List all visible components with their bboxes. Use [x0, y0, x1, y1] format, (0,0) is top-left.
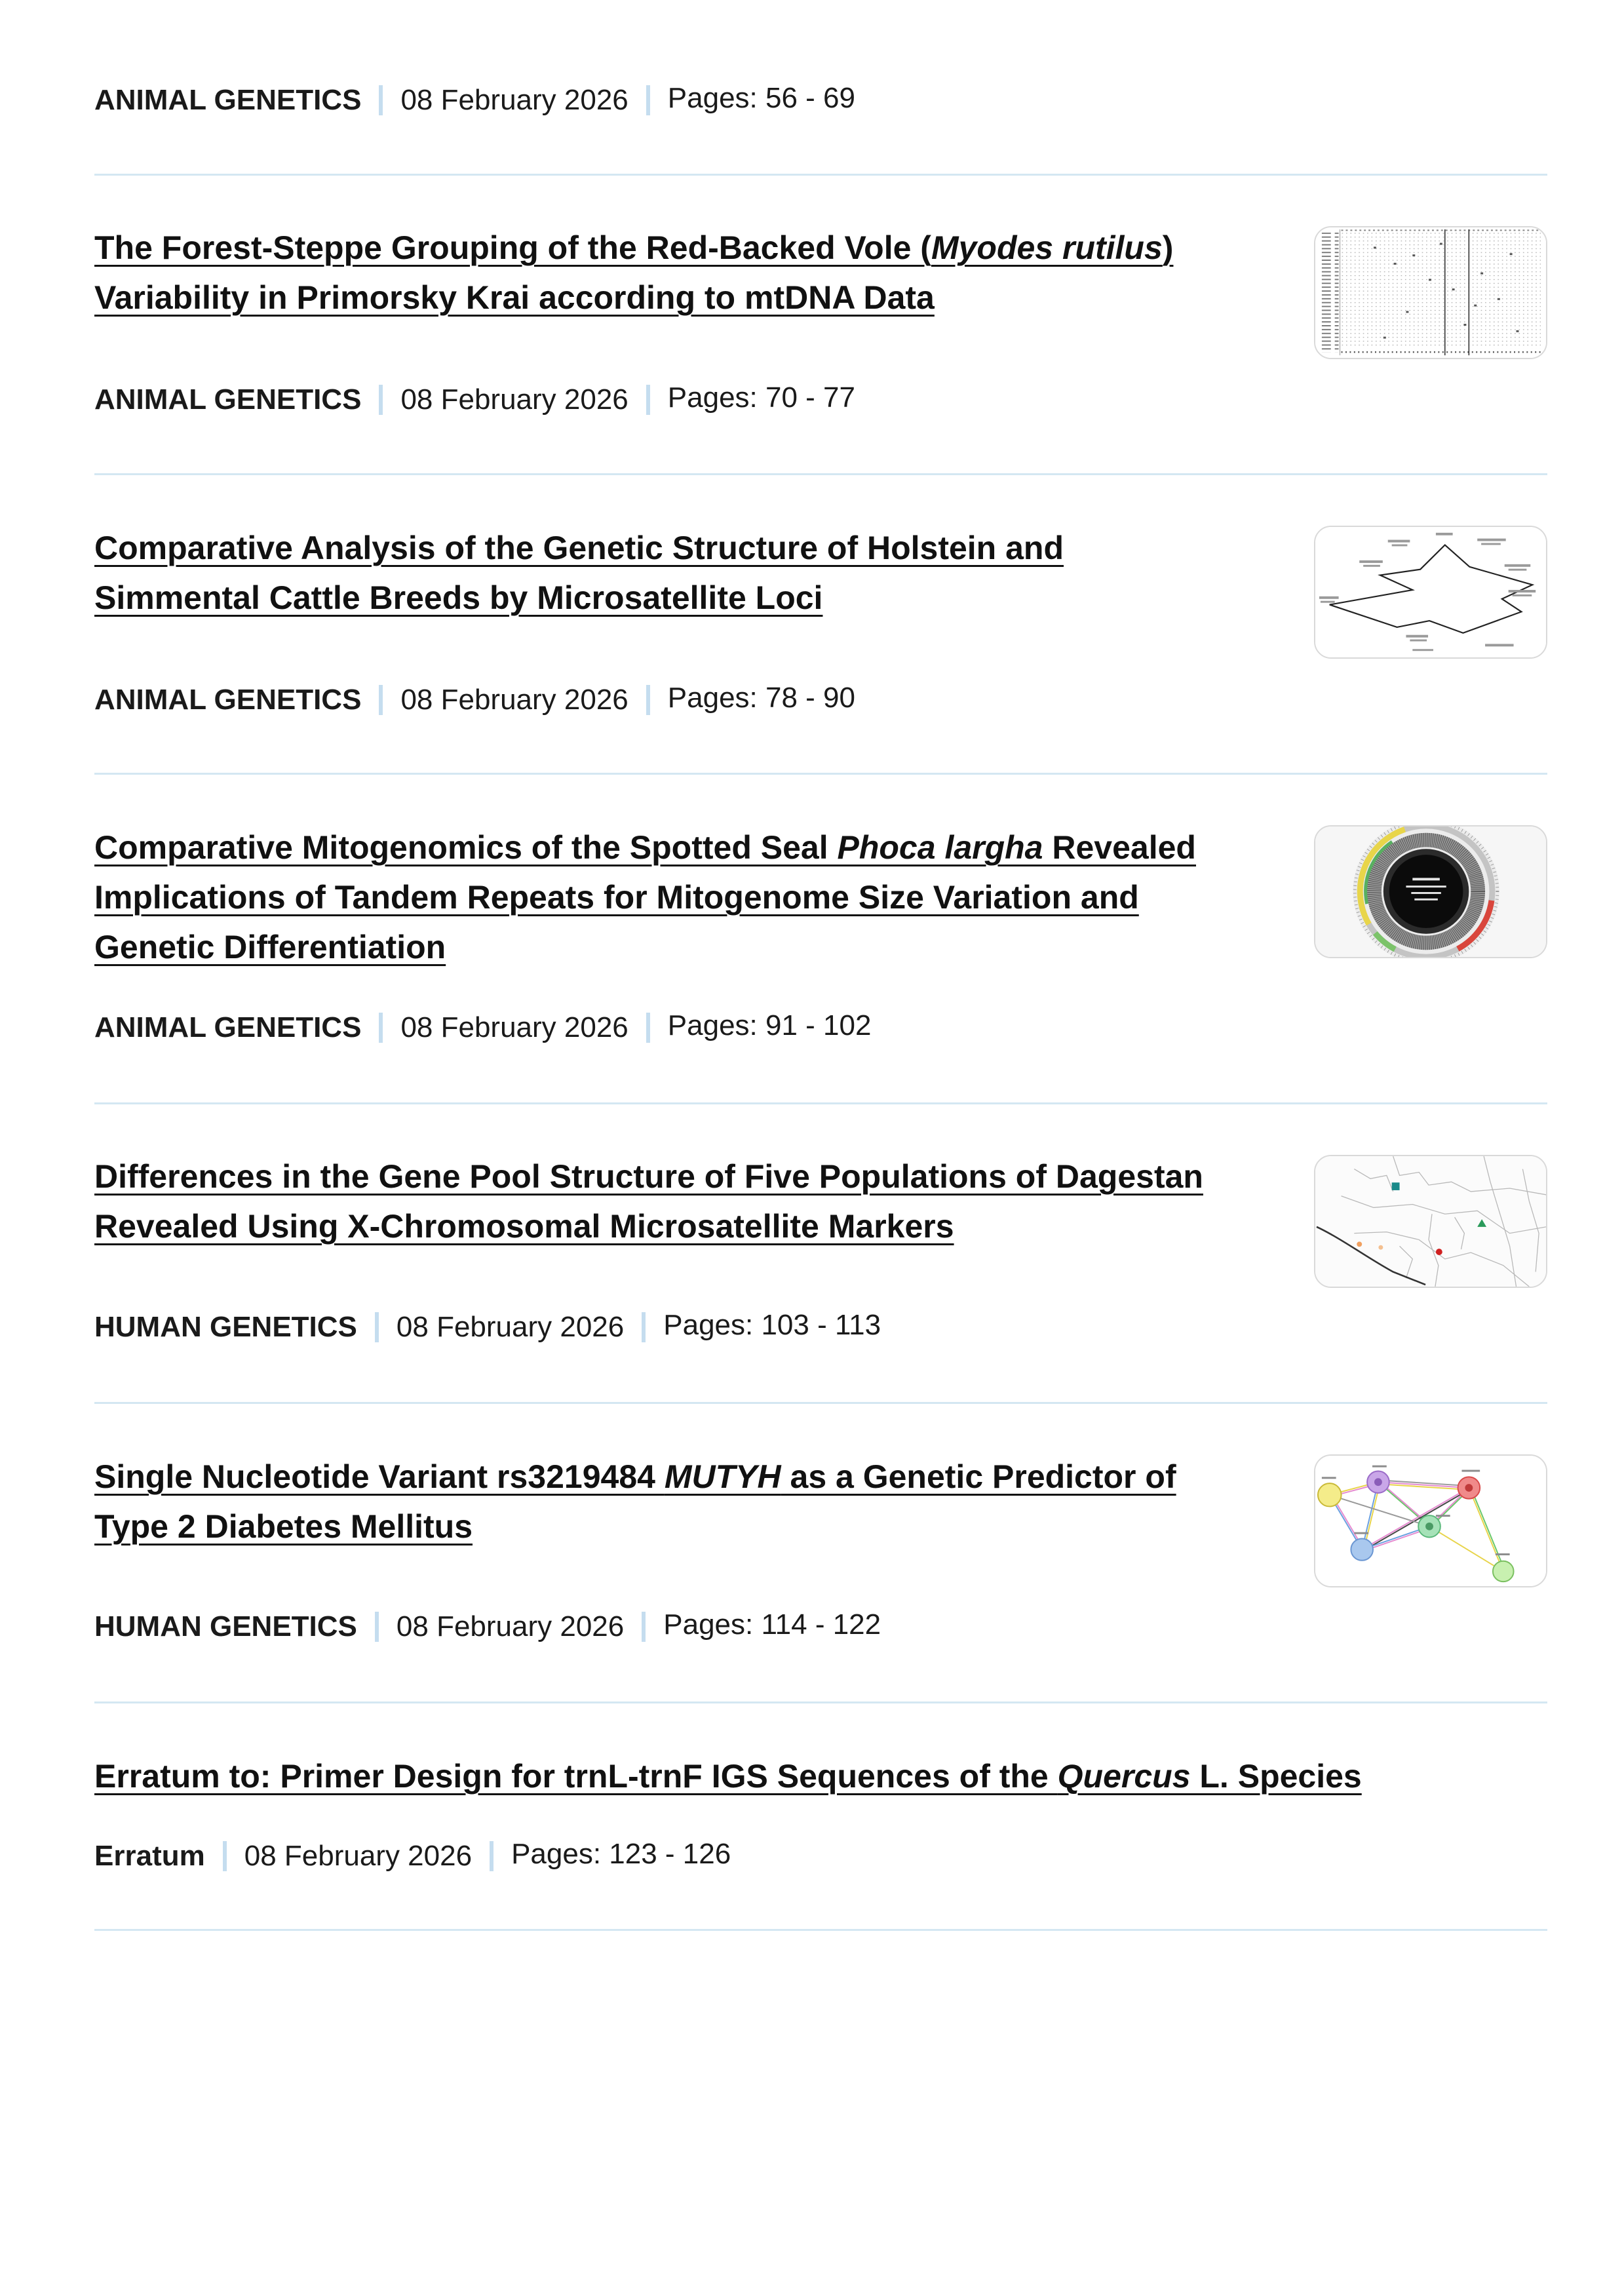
- meta-separator: [223, 1841, 227, 1871]
- title-line: [94, 573, 1064, 623]
- title-line: [94, 1452, 1176, 1502]
- article-title-link[interactable]: [94, 1452, 1176, 1551]
- circular-genome-map-image: [1315, 826, 1546, 957]
- article-meta: [94, 380, 855, 419]
- title-line: [94, 823, 1196, 872]
- entry-divider: [94, 1402, 1547, 1404]
- title-text: Type 2 Diabetes Mellitus: [94, 1508, 473, 1545]
- publication-date: 08 February 2026: [244, 1840, 473, 1872]
- title-text: Single Nucleotide Variant rs3219484: [94, 1458, 665, 1495]
- title-text: Revealed: [1043, 829, 1196, 866]
- region-map-image: [1315, 1156, 1546, 1287]
- title-text: Variability in Primorsky Krai according to mtDNA Data: [94, 279, 935, 316]
- meta-separator: [642, 1612, 646, 1642]
- meta-separator: [642, 1312, 646, 1342]
- meta-separator: [646, 385, 650, 415]
- title-line: [94, 1751, 1362, 1801]
- section-label: ANIMAL GENETICS: [94, 383, 362, 416]
- entry-divider: [94, 1929, 1547, 1931]
- page-range: Pages: 56 - 69: [667, 82, 855, 114]
- meta-separator: [379, 1013, 383, 1043]
- title-text: Comparative Mitogenomics of the Spotted Seal: [94, 829, 838, 866]
- alignment-table-image: [1315, 227, 1546, 358]
- article-meta: [94, 680, 855, 720]
- title-text: The Forest-Steppe Grouping of the Red-Backed Vole (: [94, 229, 931, 266]
- article-meta: [94, 81, 855, 120]
- publication-date: 08 February 2026: [400, 1011, 628, 1043]
- title-line: [94, 1152, 1203, 1201]
- entry-divider: [94, 1701, 1547, 1703]
- alignment-grid: [1340, 229, 1542, 355]
- section-label: HUMAN GENETICS: [94, 1610, 357, 1643]
- page-range: Pages: 70 - 77: [667, 381, 855, 414]
- meta-separator: [375, 1612, 379, 1642]
- section-label: ANIMAL GENETICS: [94, 1011, 362, 1043]
- section-label: HUMAN GENETICS: [94, 1311, 357, 1343]
- article-thumbnail[interactable]: [1314, 825, 1547, 958]
- title-text: ): [1162, 229, 1174, 266]
- article-meta: [94, 1837, 731, 1876]
- title-text: Genetic Differentiation: [94, 929, 446, 965]
- section-label: ANIMAL GENETICS: [94, 684, 362, 716]
- title-gene-name: MUTYH: [664, 1458, 781, 1495]
- title-species-name: Phoca largha: [837, 829, 1043, 866]
- title-text: Erratum to: Primer Design for trnL-trnF IGS Sequences of the: [94, 1758, 1058, 1795]
- section-label: Erratum: [94, 1840, 205, 1872]
- article-meta: [94, 1008, 871, 1047]
- publication-date: 08 February 2026: [400, 383, 628, 416]
- title-species-name: Myodes rutilus: [931, 229, 1163, 266]
- page-range: Pages: 123 - 126: [511, 1838, 731, 1870]
- meta-separator: [379, 85, 383, 115]
- article-title-link[interactable]: [94, 1152, 1203, 1251]
- article-title-link[interactable]: [94, 223, 1173, 322]
- title-text: Revealed Using X-Chromosomal Microsatellite Markers: [94, 1208, 954, 1245]
- page-range: Pages: 78 - 90: [667, 682, 855, 714]
- title-line: [94, 523, 1064, 573]
- article-title-link[interactable]: [94, 1751, 1362, 1801]
- entry-divider: [94, 473, 1547, 475]
- meta-separator: [379, 685, 383, 715]
- title-genus-name: Quercus: [1057, 1758, 1191, 1795]
- title-text: Implications of Tandem Repeats for Mitogenome Size Variation and: [94, 879, 1139, 916]
- meta-separator: [490, 1841, 493, 1871]
- title-text: Comparative Analysis of the Genetic Structure of Holstein and: [94, 530, 1064, 566]
- title-text: L. Species: [1190, 1758, 1362, 1795]
- article-title-link[interactable]: [94, 523, 1064, 623]
- row-labels: [1322, 233, 1339, 352]
- title-text: as a Genetic Predictor of: [781, 1458, 1176, 1495]
- meta-separator: [646, 85, 650, 115]
- radar-diagram-image: [1315, 527, 1546, 657]
- title-line: [94, 922, 1196, 972]
- title-line: [94, 1201, 1203, 1251]
- publication-date: 08 February 2026: [396, 1311, 625, 1343]
- meta-separator: [375, 1312, 379, 1342]
- meta-separator: [646, 1013, 650, 1043]
- entry-divider: [94, 773, 1547, 775]
- page-range: Pages: 114 - 122: [663, 1608, 881, 1641]
- entry-divider: [94, 174, 1547, 176]
- meta-separator: [646, 685, 650, 715]
- publication-date: 08 February 2026: [400, 684, 628, 716]
- article-thumbnail[interactable]: [1314, 526, 1547, 659]
- article-thumbnail[interactable]: [1314, 226, 1547, 359]
- title-text: Simmental Cattle Breeds by Microsatellite Loci: [94, 579, 823, 616]
- article-title-link[interactable]: [94, 823, 1196, 972]
- title-line: [94, 223, 1173, 273]
- title-line: [94, 273, 1173, 322]
- publication-date: 08 February 2026: [400, 84, 628, 116]
- publication-date: 08 February 2026: [396, 1610, 625, 1643]
- title-text: Differences in the Gene Pool Structure of Five Populations of Dagestan: [94, 1158, 1203, 1195]
- meta-separator: [379, 385, 383, 415]
- article-thumbnail[interactable]: [1314, 1454, 1547, 1587]
- article-thumbnail[interactable]: [1314, 1155, 1547, 1288]
- article-meta: [94, 1607, 881, 1646]
- article-meta: [94, 1308, 881, 1347]
- page-range: Pages: 91 - 102: [667, 1009, 872, 1041]
- title-line: [94, 872, 1196, 922]
- section-label: ANIMAL GENETICS: [94, 84, 362, 116]
- interaction-network-image: [1315, 1456, 1546, 1586]
- title-line: [94, 1502, 1176, 1551]
- entry-divider: [94, 1102, 1547, 1104]
- page-range: Pages: 103 - 113: [663, 1309, 881, 1341]
